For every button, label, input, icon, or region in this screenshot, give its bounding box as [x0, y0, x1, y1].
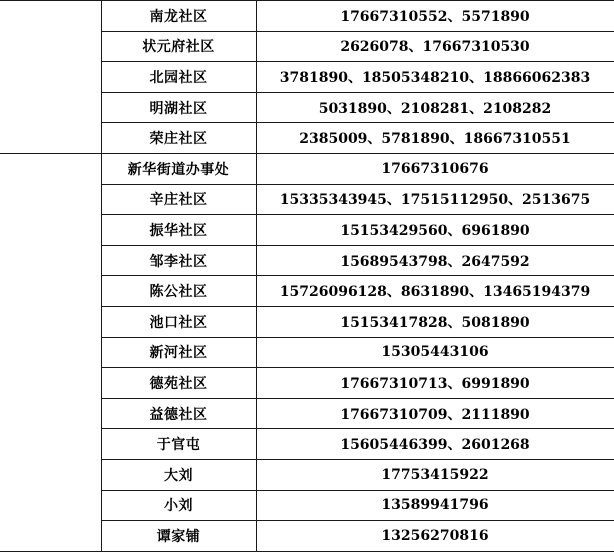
community-name-cell: 大刘 [101, 459, 256, 490]
community-name-cell: 陈公社区 [101, 276, 256, 307]
community-name-cell: 北园社区 [101, 62, 256, 93]
community-name-cell: 小刘 [101, 490, 256, 521]
community-name-cell: 新河社区 [101, 337, 256, 368]
community-name-cell: 益德社区 [101, 398, 256, 429]
left-merged-cell [0, 153, 101, 551]
left-merged-cell [0, 1, 101, 154]
phone-number-cell: 15726096128、8631890、13465194379 [256, 276, 614, 307]
community-name-cell: 状元府社区 [101, 31, 256, 62]
phone-number-cell: 2626078、17667310530 [256, 31, 614, 62]
table-row [0, 153, 614, 184]
phone-number-cell: 15689543798、2647592 [256, 245, 614, 276]
phone-number-cell: 15153429560、6961890 [256, 215, 614, 246]
community-name-cell: 明湖社区 [101, 92, 256, 123]
community-name-cell: 于官屯 [101, 429, 256, 460]
phone-number-cell: 15605446399、2601268 [256, 429, 614, 460]
phone-number-cell: 2385009、5781890、18667310551 [256, 123, 614, 154]
community-name-cell: 德苑社区 [101, 368, 256, 399]
phone-number-cell: 13589941796 [256, 490, 614, 521]
phone-number-cell: 17667310552、5571890 [256, 1, 614, 32]
office-name-cell: 新华街道办事处 [101, 153, 256, 184]
phone-number-cell: 5031890、2108281、2108282 [256, 92, 614, 123]
community-name-cell: 辛庄社区 [101, 184, 256, 215]
phone-number-cell: 3781890、18505348210、18866062383 [256, 62, 614, 93]
community-name-cell: 南龙社区 [101, 1, 256, 32]
phone-number-cell: 17753415922 [256, 459, 614, 490]
phone-number-cell: 15305443106 [256, 337, 614, 368]
phone-number-cell: 17667310713、6991890 [256, 368, 614, 399]
phone-number-cell: 17667310676 [256, 153, 614, 184]
community-name-cell: 荣庄社区 [101, 123, 256, 154]
community-name-cell: 谭家铺 [101, 521, 256, 552]
phone-number-cell: 13256270816 [256, 521, 614, 552]
phone-number-cell: 15335343945、17515112950、2513675 [256, 184, 614, 215]
community-name-cell: 邹李社区 [101, 245, 256, 276]
phone-number-cell: 15153417828、5081890 [256, 306, 614, 337]
phone-number-cell: 17667310709、2111890 [256, 398, 614, 429]
table-row [0, 1, 614, 32]
community-name-cell: 池口社区 [101, 306, 256, 337]
community-name-cell: 振华社区 [101, 215, 256, 246]
